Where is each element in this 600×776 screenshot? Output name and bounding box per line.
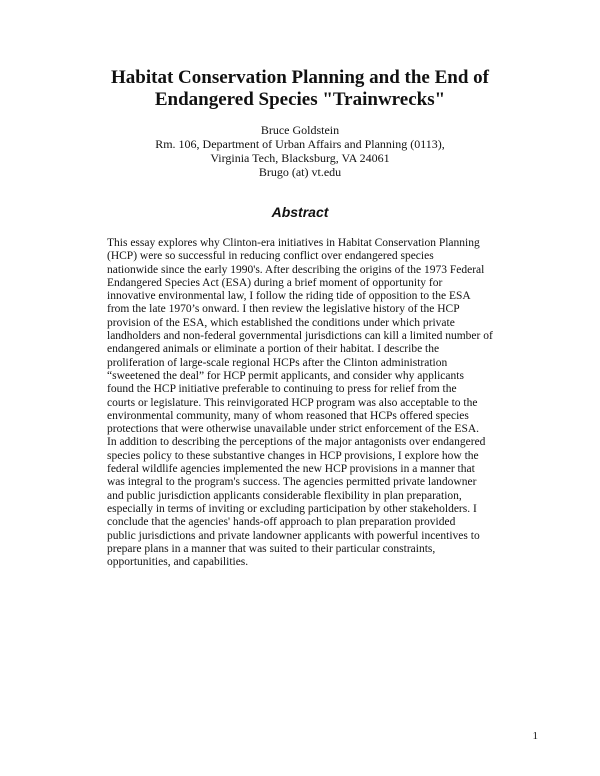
abstract-line: protections that were otherwise unavailable under strict enforcement of the ESA.: [107, 423, 480, 436]
author-email: Brugo (at) vt.edu: [258, 165, 342, 179]
affiliation-line-2: Virginia Tech, Blacksburg, VA 24061: [210, 151, 390, 165]
abstract-line: prepare plans in a manner that was suited to their particular constraints,: [107, 542, 436, 555]
author-name: Bruce Goldstein: [260, 123, 340, 137]
abstract-line: landholders and non-federal governmental jurisdictions can kill a limited number of: [107, 330, 493, 343]
abstract-heading: Abstract: [271, 204, 329, 220]
abstract-line: nationwide since the early 1990's. After describing the origins of the 1973 Federal: [107, 263, 485, 276]
abstract-line: conclude that the agencies' hands-off approach to plan preparation provided: [107, 516, 456, 529]
abstract-line: “sweetened the deal” for HCP permit applicants, and consider why applicants: [107, 369, 464, 382]
abstract-line: opportunities, and capabilities.: [107, 556, 249, 569]
author-block: [60, 123, 540, 179]
abstract-line: Endangered Species Act (ESA) during a brief moment of opportunity for: [107, 276, 443, 289]
abstract-line: In addition to describing the perceptions of the major antagonists over endangered: [107, 436, 486, 449]
abstract-line: proliferation of large-scale regional HCPs after the Clinton administration: [107, 356, 448, 369]
page-number: 1: [532, 730, 538, 742]
abstract-line: and public jurisdiction applicants considerable flexibility in plan preparation,: [107, 489, 462, 502]
abstract-line: especially in terms of inviting or excluding participation by other stakeholders. I: [107, 502, 477, 515]
abstract-line: This essay explores why Clinton-era initiatives in Habitat Conservation Planning: [107, 237, 480, 249]
abstract-line: provision of the ESA, which established the conditions under which private: [107, 316, 455, 329]
abstract-line: found the HCP initiative preferable to continuing to press for relief from the: [107, 383, 457, 396]
abstract-line: courts or legislature. This reinvigorated HCP program was also acceptable to the: [107, 396, 478, 409]
abstract-line: was integral to the program's success. The agencies permitted private landowner: [107, 476, 477, 489]
affiliation-line-1: Rm. 106, Department of Urban Affairs and Planning (0113),: [155, 137, 445, 151]
abstract-body: [107, 237, 507, 569]
abstract-line: species policy to these substantive changes in HCP provisions, I explore how the: [107, 449, 479, 462]
abstract-line: public jurisdictions and private landowner applicants with powerful incentives to: [107, 529, 480, 542]
abstract-line: (HCP) were so successful in reducing conflict over endangered species: [107, 250, 434, 263]
title-line-2: Endangered Species "Trainwrecks": [154, 89, 446, 110]
abstract-line: environmental community, many of whom reasoned that HCPs offered species: [107, 409, 469, 422]
abstract-line: innovative environmental law, I follow the riding tide of opposition to the ESA: [107, 290, 471, 303]
abstract-line: federal wildlife agencies implemented the new HCP provisions in a manner that: [107, 463, 475, 476]
paper-title: [60, 67, 540, 111]
abstract-line: from the late 1970’s onward. I then review the legislative history of the HCP: [107, 303, 460, 316]
abstract-line: endangered animals or eliminate a portion of their habitat. I describe the: [107, 343, 440, 356]
title-line-1: Habitat Conservation Planning and the End of: [111, 67, 489, 88]
